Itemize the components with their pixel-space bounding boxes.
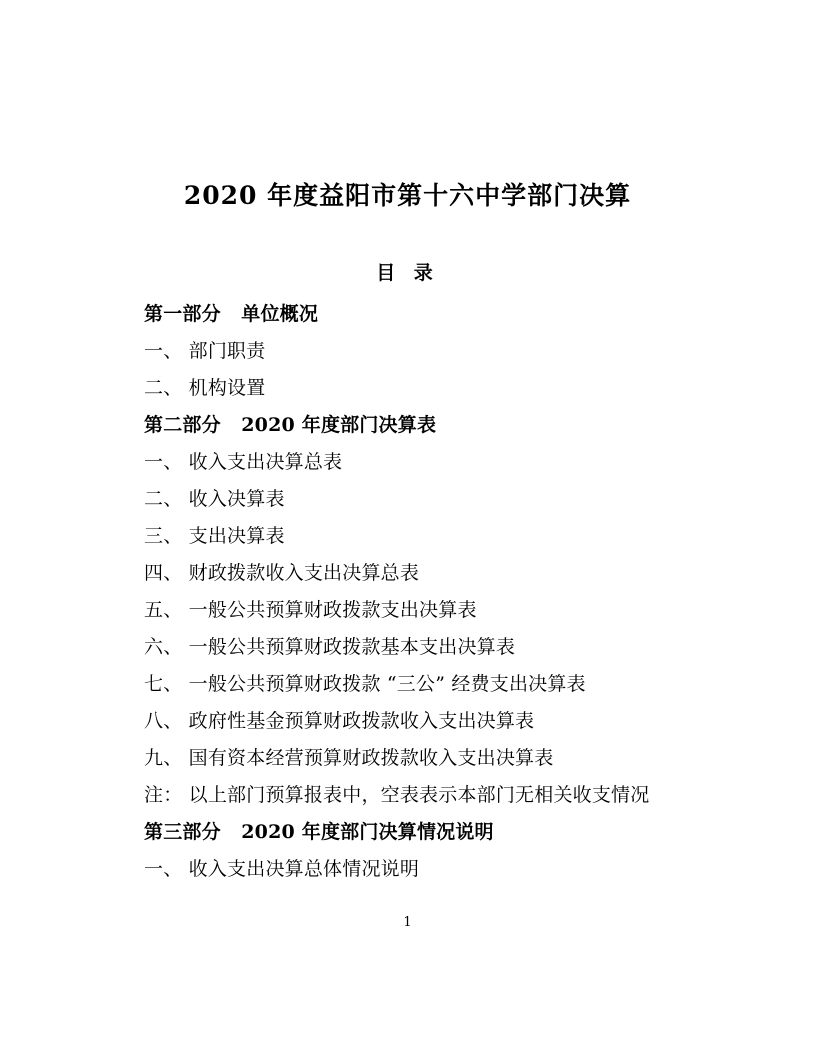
toc-entry: 一、 收入支出决算总表 (144, 451, 343, 473)
table-of-contents-heading: 目 录 (376, 262, 439, 284)
toc-entry: 第二部分 2020 年度部门决算表 (144, 414, 437, 436)
toc-entry: 七、 一般公共预算财政拨款 “三公” 经费支出决算表 (144, 673, 586, 695)
toc-entry: 四、 财政拨款收入支出决算总表 (144, 562, 420, 584)
toc-entry: 一、 收入支出决算总体情况说明 (144, 858, 420, 880)
toc-entry: 五、 一般公共预算财政拨款支出决算表 (144, 599, 477, 621)
toc-entry: 第三部分 2020 年度部门决算情况说明 (144, 821, 494, 843)
toc-entry: 一、 部门职责 (144, 340, 266, 362)
toc-entry: 三、 支出决算表 (144, 525, 285, 547)
toc-entry: 第一部分 单位概况 (144, 303, 319, 325)
page-number: 1 (403, 915, 412, 930)
table-of-contents (144, 296, 744, 888)
toc-entry: 二、 收入决算表 (144, 488, 285, 510)
toc-note: 注： 以上部门预算报表中，空表表示本部门无相关收支情况 (144, 784, 650, 806)
toc-entry: 六、 一般公共预算财政拨款基本支出决算表 (144, 636, 516, 658)
page-title: 2020 年度益阳市第十六中学部门决算 (183, 181, 632, 210)
toc-entry: 九、 国有资本经营预算财政拨款收入支出决算表 (144, 747, 554, 769)
toc-entry: 八、 政府性基金预算财政拨款收入支出决算表 (144, 710, 535, 732)
toc-entry: 二、 机构设置 (144, 377, 266, 399)
